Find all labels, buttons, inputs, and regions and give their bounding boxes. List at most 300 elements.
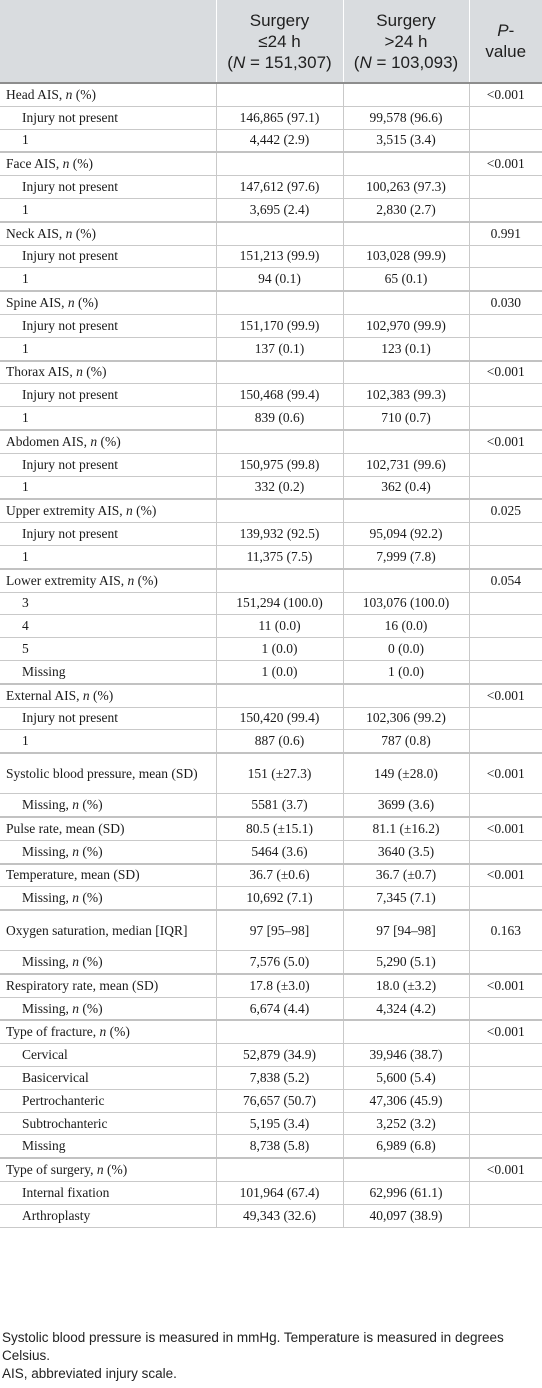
row-label <box>0 1089 216 1112</box>
cell-surgery-late: 5,600 (5.4) <box>343 1067 469 1090</box>
row-label <box>0 1158 216 1181</box>
row-label <box>0 615 216 638</box>
cell-surgery-late: 97 [94–98] <box>343 910 469 951</box>
table-row <box>0 499 542 522</box>
cell-p-value <box>469 106 542 129</box>
cell-surgery-early: 97 [95–98] <box>216 910 343 951</box>
row-label <box>0 499 216 522</box>
cell-surgery-late: 39,946 (38.7) <box>343 1044 469 1067</box>
row-label-suffix: (%) <box>89 687 114 703</box>
table-row <box>0 222 542 245</box>
row-label-text: Systolic blood pressure, mean (SD) <box>6 765 198 781</box>
table-row <box>0 1158 542 1181</box>
row-label-italic: n <box>62 156 70 172</box>
row-label-suffix: (%) <box>132 503 157 519</box>
cell-p-value <box>469 1204 542 1227</box>
cell-surgery-early <box>216 684 343 707</box>
row-label <box>0 1020 216 1043</box>
row-label-suffix: (%) <box>74 295 99 311</box>
row-label-text: Injury not present <box>22 710 118 726</box>
cell-surgery-early: 1 (0.0) <box>216 638 343 661</box>
table-row <box>0 545 542 568</box>
cell-p-value <box>469 794 542 817</box>
row-label-suffix: (%) <box>79 843 103 859</box>
table-row <box>0 245 542 268</box>
table-row <box>0 152 542 175</box>
row-label <box>0 176 216 199</box>
table-row <box>0 129 542 152</box>
table-row <box>0 592 542 615</box>
cell-surgery-late <box>343 499 469 522</box>
cell-p-value: <0.001 <box>469 83 542 106</box>
table-row <box>0 997 542 1020</box>
row-label <box>0 476 216 499</box>
row-label-suffix: (%) <box>82 364 107 380</box>
row-label <box>0 245 216 268</box>
cell-surgery-early <box>216 361 343 384</box>
row-label-italic: n <box>72 953 80 969</box>
row-label <box>0 407 216 430</box>
cell-surgery-early: 151,170 (99.9) <box>216 314 343 337</box>
cell-surgery-late: 36.7 (±0.7) <box>343 864 469 887</box>
table-row <box>0 106 542 129</box>
row-label <box>0 817 216 840</box>
cell-surgery-early: 4,442 (2.9) <box>216 129 343 152</box>
cell-p-value <box>469 545 542 568</box>
row-label <box>0 974 216 997</box>
row-label <box>0 314 216 337</box>
row-label-suffix: (%) <box>106 1024 130 1040</box>
cell-surgery-early: 332 (0.2) <box>216 476 343 499</box>
cell-surgery-early: 150,468 (99.4) <box>216 384 343 407</box>
row-label <box>0 794 216 817</box>
row-label <box>0 864 216 887</box>
cell-surgery-early: 146,865 (97.1) <box>216 106 343 129</box>
cell-surgery-late <box>343 83 469 106</box>
table-row <box>0 840 542 863</box>
row-label-text: Thorax AIS, <box>6 364 77 380</box>
row-label-text: Missing <box>22 663 66 679</box>
row-label-text: Pulse rate, mean (SD) <box>6 820 125 836</box>
cell-surgery-early: 150,975 (99.8) <box>216 453 343 476</box>
cell-surgery-late: 102,383 (99.3) <box>343 384 469 407</box>
cell-surgery-early: 52,879 (34.9) <box>216 1044 343 1067</box>
cell-surgery-early: 147,612 (97.6) <box>216 176 343 199</box>
row-label <box>0 83 216 106</box>
cell-p-value: 0.163 <box>469 910 542 951</box>
row-label <box>0 384 216 407</box>
table-body <box>0 83 542 1227</box>
cell-surgery-early <box>216 152 343 175</box>
row-label <box>0 361 216 384</box>
cell-p-value <box>469 1135 542 1158</box>
row-label-text: Injury not present <box>22 456 118 472</box>
row-label-text: 3 <box>22 595 29 611</box>
row-label-text: 1 <box>22 548 29 564</box>
table-row <box>0 615 542 638</box>
row-label-text: Temperature, mean (SD) <box>6 867 140 883</box>
cell-surgery-late: 149 (±28.0) <box>343 753 469 794</box>
cell-p-value: <0.001 <box>469 361 542 384</box>
row-label-text: Missing, <box>22 797 73 812</box>
cell-surgery-late: 102,306 (99.2) <box>343 707 469 730</box>
cell-surgery-late: 62,996 (61.1) <box>343 1182 469 1205</box>
cell-p-value: <0.001 <box>469 753 542 794</box>
cell-surgery-early: 11 (0.0) <box>216 615 343 638</box>
row-label-suffix: (%) <box>97 433 121 449</box>
cell-surgery-early: 139,932 (92.5) <box>216 523 343 546</box>
cell-surgery-early: 150,420 (99.4) <box>216 707 343 730</box>
row-label-suffix: (%) <box>103 1162 128 1178</box>
cell-p-value <box>469 660 542 683</box>
row-label <box>0 569 216 592</box>
cell-surgery-early <box>216 83 343 106</box>
row-label-text: Cervical <box>22 1047 68 1063</box>
row-label <box>0 730 216 753</box>
cell-surgery-early: 11,375 (7.5) <box>216 545 343 568</box>
table-row <box>0 407 542 430</box>
table-row <box>0 1089 542 1112</box>
row-label <box>0 337 216 360</box>
row-label-italic: n <box>76 364 83 380</box>
cell-p-value <box>469 407 542 430</box>
cell-p-value <box>469 453 542 476</box>
cell-surgery-late <box>343 430 469 453</box>
row-label-text: Subtrochanteric <box>22 1115 108 1131</box>
cell-surgery-early <box>216 569 343 592</box>
cell-surgery-late: 3640 (3.5) <box>343 840 469 863</box>
row-label <box>0 638 216 661</box>
cell-surgery-early: 151,213 (99.9) <box>216 245 343 268</box>
cell-surgery-late: 18.0 (±3.2) <box>343 974 469 997</box>
table-row <box>0 176 542 199</box>
table-row <box>0 1044 542 1067</box>
row-label-text: Face AIS, <box>6 156 63 172</box>
row-label-text: Injury not present <box>22 179 118 195</box>
row-label <box>0 291 216 314</box>
cell-surgery-late: 362 (0.4) <box>343 476 469 499</box>
row-label-italic: n <box>82 687 90 703</box>
row-label <box>0 1204 216 1227</box>
row-label-text: Spine AIS, <box>6 295 68 311</box>
table-row <box>0 198 542 221</box>
cell-surgery-early: 5464 (3.6) <box>216 840 343 863</box>
cell-p-value <box>469 1089 542 1112</box>
row-label-text: Abdomen AIS, <box>6 433 91 449</box>
cell-surgery-late: 6,989 (6.8) <box>343 1135 469 1158</box>
row-label-text: Missing, <box>22 843 73 859</box>
row-label-text: 4 <box>22 618 29 634</box>
table-row <box>0 910 542 951</box>
row-label <box>0 910 216 951</box>
cell-surgery-late: 99,578 (96.6) <box>343 106 469 129</box>
row-label <box>0 707 216 730</box>
row-label-text: Head AIS, <box>6 86 66 102</box>
cell-surgery-early: 5,195 (3.4) <box>216 1112 343 1135</box>
row-label-text: 5 <box>22 641 29 657</box>
table-row <box>0 887 542 910</box>
cell-surgery-early: 76,657 (50.7) <box>216 1089 343 1112</box>
cell-surgery-late: 100,263 (97.3) <box>343 176 469 199</box>
cell-p-value: <0.001 <box>469 974 542 997</box>
cell-p-value <box>469 245 542 268</box>
row-label-text: Internal fixation <box>22 1184 110 1200</box>
table-row <box>0 268 542 291</box>
row-label-text: Type of fracture, <box>6 1024 100 1040</box>
cell-p-value <box>469 592 542 615</box>
row-label-italic: n <box>65 225 73 241</box>
row-label-text: Injury not present <box>22 317 118 333</box>
row-label-text: Missing, <box>22 890 73 906</box>
table-row <box>0 730 542 753</box>
table-row <box>0 707 542 730</box>
table-row <box>0 1135 542 1158</box>
cell-surgery-early <box>216 1158 343 1181</box>
cell-surgery-late: 47,306 (45.9) <box>343 1089 469 1112</box>
row-label-text: Upper extremity AIS, <box>6 503 126 519</box>
table-row <box>0 1112 542 1135</box>
cell-p-value <box>469 337 542 360</box>
cell-p-value: <0.001 <box>469 430 542 453</box>
cell-p-value <box>469 314 542 337</box>
row-label-suffix: (%) <box>72 86 96 102</box>
cell-p-value <box>469 476 542 499</box>
header-p-dash: - <box>508 21 515 40</box>
row-label-italic: n <box>90 433 98 449</box>
cell-p-value: 0.054 <box>469 569 542 592</box>
table-row <box>0 951 542 974</box>
cell-surgery-late: 3,515 (3.4) <box>343 129 469 152</box>
row-label-text: Type of surgery, <box>6 1162 97 1178</box>
header-blank <box>0 0 216 83</box>
table-row <box>0 430 542 453</box>
row-label-text: 1 <box>22 132 29 148</box>
table-row <box>0 753 542 794</box>
header-surgery-late <box>343 0 469 83</box>
cell-p-value <box>469 1112 542 1135</box>
row-label-text: Oxygen saturation, median [IQR] <box>6 922 188 938</box>
cell-surgery-early <box>216 430 343 453</box>
cell-p-value: <0.001 <box>469 684 542 707</box>
table-row <box>0 864 542 887</box>
table-row <box>0 523 542 546</box>
row-label-text: 1 <box>22 733 29 749</box>
cell-surgery-late: 40,097 (38.9) <box>343 1204 469 1227</box>
table-row <box>0 361 542 384</box>
header-early-line1: Surgery <box>249 10 310 30</box>
cell-surgery-late: 16 (0.0) <box>343 615 469 638</box>
table-row <box>0 684 542 707</box>
row-label-text: Neck AIS, <box>6 225 66 241</box>
row-label-suffix: (%) <box>79 953 103 969</box>
row-label-suffix: (%) <box>69 156 93 172</box>
cell-surgery-late: 65 (0.1) <box>343 268 469 291</box>
row-label <box>0 951 216 974</box>
row-label-text: Arthroplasty <box>22 1207 91 1223</box>
row-label-text: Missing, <box>22 1000 73 1016</box>
cell-surgery-late: 0 (0.0) <box>343 638 469 661</box>
row-label-text: 1 <box>22 340 29 356</box>
row-label <box>0 453 216 476</box>
cell-p-value: 0.991 <box>469 222 542 245</box>
cell-surgery-late: 3,252 (3.2) <box>343 1112 469 1135</box>
cell-surgery-early: 6,674 (4.4) <box>216 997 343 1020</box>
cell-surgery-late: 103,028 (99.9) <box>343 245 469 268</box>
table-row <box>0 817 542 840</box>
table-row <box>0 453 542 476</box>
cell-p-value: 0.025 <box>469 499 542 522</box>
header-early-line2: ≤24 h <box>258 31 301 51</box>
cell-surgery-early: 839 (0.6) <box>216 407 343 430</box>
cell-surgery-early: 17.8 (±3.0) <box>216 974 343 997</box>
row-label-text: 1 <box>22 271 29 287</box>
header-late-n-prefix: ( <box>353 52 360 72</box>
cell-p-value <box>469 730 542 753</box>
cell-surgery-late <box>343 684 469 707</box>
row-label <box>0 268 216 291</box>
cell-surgery-late: 710 (0.7) <box>343 407 469 430</box>
row-label <box>0 222 216 245</box>
cell-p-value <box>469 268 542 291</box>
row-label-text: External AIS, <box>6 687 83 703</box>
cell-surgery-late: 123 (0.1) <box>343 337 469 360</box>
cell-surgery-early: 7,576 (5.0) <box>216 951 343 974</box>
row-label <box>0 1067 216 1090</box>
cell-surgery-late <box>343 291 469 314</box>
row-label <box>0 1135 216 1158</box>
row-label-italic: n <box>125 503 133 519</box>
cell-surgery-early: 7,838 (5.2) <box>216 1067 343 1090</box>
cell-surgery-late: 7,345 (7.1) <box>343 887 469 910</box>
row-label-text: Missing, <box>22 953 73 969</box>
table-row <box>0 794 542 817</box>
cell-surgery-late: 2,830 (2.7) <box>343 198 469 221</box>
row-label-text: Lower extremity AIS, <box>6 572 128 588</box>
header-late-n-var: N <box>359 52 372 72</box>
table-row <box>0 384 542 407</box>
row-label-suffix: (%) <box>79 890 103 906</box>
header-late-line2: >24 h <box>384 31 428 51</box>
table-row <box>0 1067 542 1090</box>
cell-p-value <box>469 129 542 152</box>
cell-surgery-late: 7,999 (7.8) <box>343 545 469 568</box>
cell-p-value: <0.001 <box>469 152 542 175</box>
row-label <box>0 1044 216 1067</box>
cell-surgery-early: 5581 (3.7) <box>216 794 343 817</box>
cell-p-value <box>469 1044 542 1067</box>
table-footnotes <box>2 1329 542 1383</box>
header-p-value <box>469 0 542 83</box>
cell-surgery-late: 102,731 (99.6) <box>343 453 469 476</box>
cell-surgery-early: 151 (±27.3) <box>216 753 343 794</box>
row-label-italic: n <box>67 295 75 311</box>
header-early-n-value: = 151,307) <box>245 52 332 72</box>
cell-surgery-early: 94 (0.1) <box>216 268 343 291</box>
cell-surgery-early: 3,695 (2.4) <box>216 198 343 221</box>
table-row <box>0 1182 542 1205</box>
row-label-text: 1 <box>22 201 29 217</box>
cell-surgery-late: 103,076 (100.0) <box>343 592 469 615</box>
row-label-italic: n <box>72 843 80 859</box>
cell-surgery-early <box>216 499 343 522</box>
row-label <box>0 129 216 152</box>
cell-surgery-late: 102,970 (99.9) <box>343 314 469 337</box>
table-row <box>0 337 542 360</box>
cell-surgery-early <box>216 291 343 314</box>
header-late-n-value: = 103,093) <box>371 52 459 72</box>
cell-p-value <box>469 615 542 638</box>
cell-p-value <box>469 1182 542 1205</box>
row-label-suffix: (%) <box>79 1000 103 1016</box>
cell-p-value <box>469 198 542 221</box>
cell-p-value <box>469 384 542 407</box>
table-row <box>0 1204 542 1227</box>
cell-p-value <box>469 176 542 199</box>
cell-surgery-late: 4,324 (4.2) <box>343 997 469 1020</box>
cell-p-value: 0.030 <box>469 291 542 314</box>
row-label-italic: n <box>72 890 80 906</box>
row-label-text: 1 <box>22 479 29 495</box>
cell-surgery-early: 1 (0.0) <box>216 660 343 683</box>
table-row <box>0 974 542 997</box>
cell-p-value <box>469 887 542 910</box>
row-label <box>0 684 216 707</box>
cell-p-value <box>469 523 542 546</box>
cell-surgery-late: 81.1 (±16.2) <box>343 817 469 840</box>
cell-surgery-late <box>343 361 469 384</box>
cell-surgery-early: 887 (0.6) <box>216 730 343 753</box>
cell-surgery-late <box>343 1020 469 1043</box>
row-label <box>0 1182 216 1205</box>
row-label-text: Injury not present <box>22 109 118 125</box>
header-row <box>0 0 542 83</box>
row-label <box>0 753 216 794</box>
row-label <box>0 430 216 453</box>
cell-p-value: <0.001 <box>469 817 542 840</box>
row-label-text: Injury not present <box>22 248 118 264</box>
table-row <box>0 660 542 683</box>
row-label-text: 1 <box>22 410 29 426</box>
row-label-text: Pertrochanteric <box>22 1092 105 1108</box>
cell-surgery-early: 101,964 (67.4) <box>216 1182 343 1205</box>
header-late-line1: Surgery <box>376 10 436 30</box>
table-row <box>0 569 542 592</box>
cell-surgery-early: 80.5 (±15.1) <box>216 817 343 840</box>
cell-p-value <box>469 1067 542 1090</box>
cell-surgery-late <box>343 1158 469 1181</box>
cell-surgery-late <box>343 222 469 245</box>
row-label-italic: n <box>65 86 73 102</box>
cell-p-value <box>469 638 542 661</box>
header-p-letter: P <box>497 21 509 40</box>
cell-surgery-late <box>343 152 469 175</box>
cell-surgery-early: 10,692 (7.1) <box>216 887 343 910</box>
table-row <box>0 291 542 314</box>
row-label-italic: n <box>72 797 80 812</box>
cell-surgery-late: 3699 (3.6) <box>343 794 469 817</box>
row-label <box>0 887 216 910</box>
table-row <box>0 83 542 106</box>
row-label-text: Missing <box>22 1138 66 1154</box>
row-label <box>0 592 216 615</box>
cell-surgery-early <box>216 1020 343 1043</box>
row-label <box>0 523 216 546</box>
row-label <box>0 106 216 129</box>
cell-p-value <box>469 840 542 863</box>
cell-surgery-late <box>343 569 469 592</box>
cell-p-value: <0.001 <box>469 1020 542 1043</box>
cell-surgery-early: 8,738 (5.8) <box>216 1135 343 1158</box>
